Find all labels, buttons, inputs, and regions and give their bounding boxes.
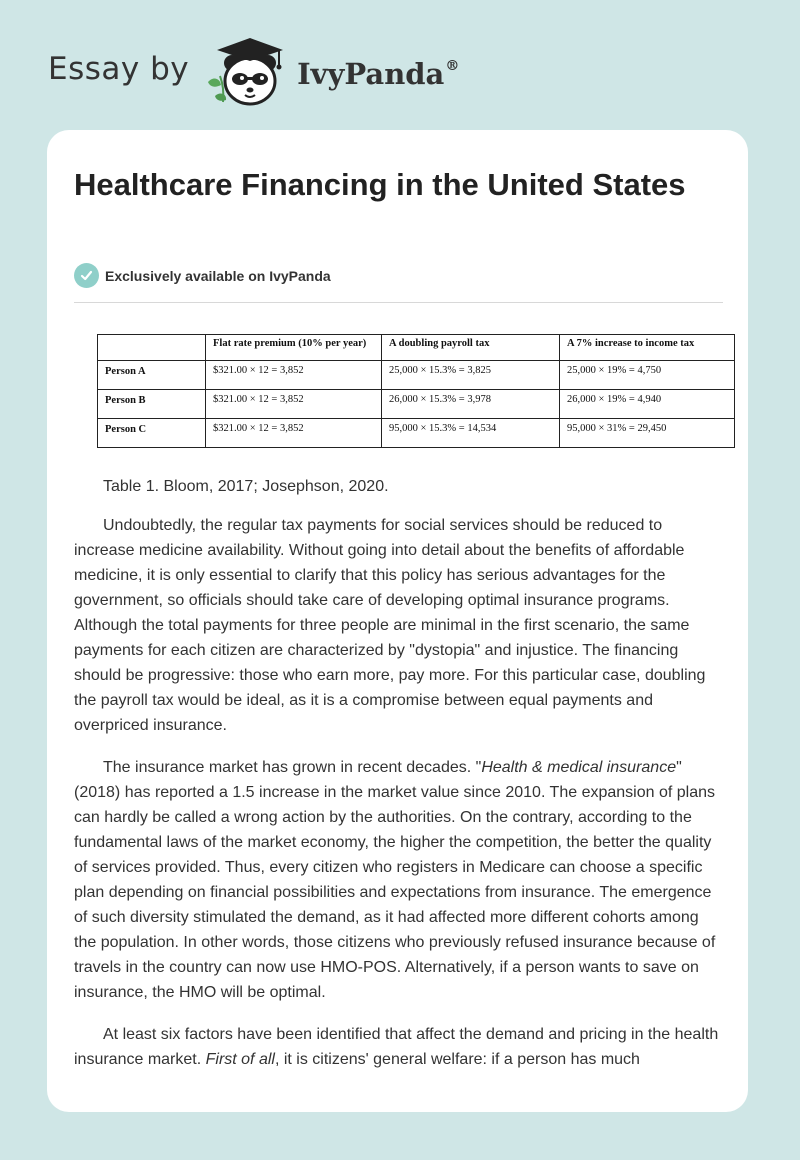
table-cell: $321.00 × 12 = 3,852 bbox=[206, 419, 382, 448]
exclusive-badge bbox=[74, 263, 331, 288]
column-header: A doubling payroll tax bbox=[382, 335, 560, 361]
table-cell: $321.00 × 12 = 3,852 bbox=[206, 390, 382, 419]
row-label: Person B bbox=[98, 390, 206, 419]
divider bbox=[74, 302, 723, 303]
table-row bbox=[98, 390, 735, 419]
payment-table bbox=[97, 334, 735, 448]
table-header-row bbox=[98, 335, 735, 361]
badge-text: Exclusively available on IvyPanda bbox=[105, 267, 331, 284]
page-title: Healthcare Financing in the United States bbox=[74, 167, 686, 202]
table-cell: 95,000 × 15.3% = 14,534 bbox=[382, 419, 560, 448]
table-caption: Table 1. Bloom, 2017; Josephson, 2020. bbox=[103, 478, 389, 495]
table-cell: $321.00 × 12 = 3,852 bbox=[206, 361, 382, 390]
row-label: Person C bbox=[98, 419, 206, 448]
ivypanda-logo-icon bbox=[205, 36, 291, 108]
brand-prefix: Essay by bbox=[48, 51, 190, 87]
brand-name: IvyPanda® bbox=[297, 57, 460, 91]
emphasis: First of all bbox=[205, 1051, 275, 1068]
paragraph: Undoubtedly, the regular tax payments for social services should be reduced to increase medicine availability. Without going into detail about the benefits of affordable medicine, it is only essential to clarify that this policy has serious advantages for the government, so officials should take care of developing optimal insurance programs. Although the total payments for three people are minimal in the first scenario, the same payments for each citizen are characterized by "dystopia" and injustice. The financing should be progressive: those who earn more, pay more. For this particular case, doubling the payroll tax would be ideal, as it is a compromise between equal payments and overpriced insurance. bbox=[74, 517, 706, 734]
essay-body bbox=[74, 513, 724, 1089]
table-cell: 25,000 × 19% = 4,750 bbox=[560, 361, 735, 390]
paragraph: The insurance market has grown in recent decades. "Health & medical insurance" (2018) has reported a 1.5 increase in the market value since 2010. The expansion of plans can hardly be called a wrong action by the authorities. On the contrary, according to the fundamental laws of the market economy, the higher the competition, the better the quality of services provided. Thus, every citizen who registers in Medicare can choose a specific plan depending on financial possibilities and expectations from insurance. The emergence of such diversity stimulated the demand, as it had affected more different cohorts among the population. In other words, those citizens who previously refused insurance because of travels in the country can now use HMO-POS. Alternatively, if a person wants to save on insurance, the HMO will be optimal. bbox=[74, 759, 716, 1001]
column-header: Flat rate premium (10% per year) bbox=[206, 335, 382, 361]
citation-title: Health & medical insurance bbox=[481, 759, 677, 776]
table-row bbox=[98, 361, 735, 390]
check-icon bbox=[74, 263, 99, 288]
table-cell: 25,000 × 15.3% = 3,825 bbox=[382, 361, 560, 390]
table-cell: 26,000 × 19% = 4,940 bbox=[560, 390, 735, 419]
table-row bbox=[98, 419, 735, 448]
table-cell: 95,000 × 31% = 29,450 bbox=[560, 419, 735, 448]
row-label: Person A bbox=[98, 361, 206, 390]
brand-header[interactable] bbox=[48, 36, 459, 108]
table-cell: 26,000 × 15.3% = 3,978 bbox=[382, 390, 560, 419]
registered-mark: ® bbox=[445, 58, 460, 74]
column-header bbox=[98, 335, 206, 361]
paragraph: At least six factors have been identified that affect the demand and pricing in the health insurance market. First of all, it is citizens' general welfare: if a person has much bbox=[74, 1026, 719, 1068]
essay-card bbox=[47, 130, 748, 1112]
column-header: A 7% increase to income tax bbox=[560, 335, 735, 361]
